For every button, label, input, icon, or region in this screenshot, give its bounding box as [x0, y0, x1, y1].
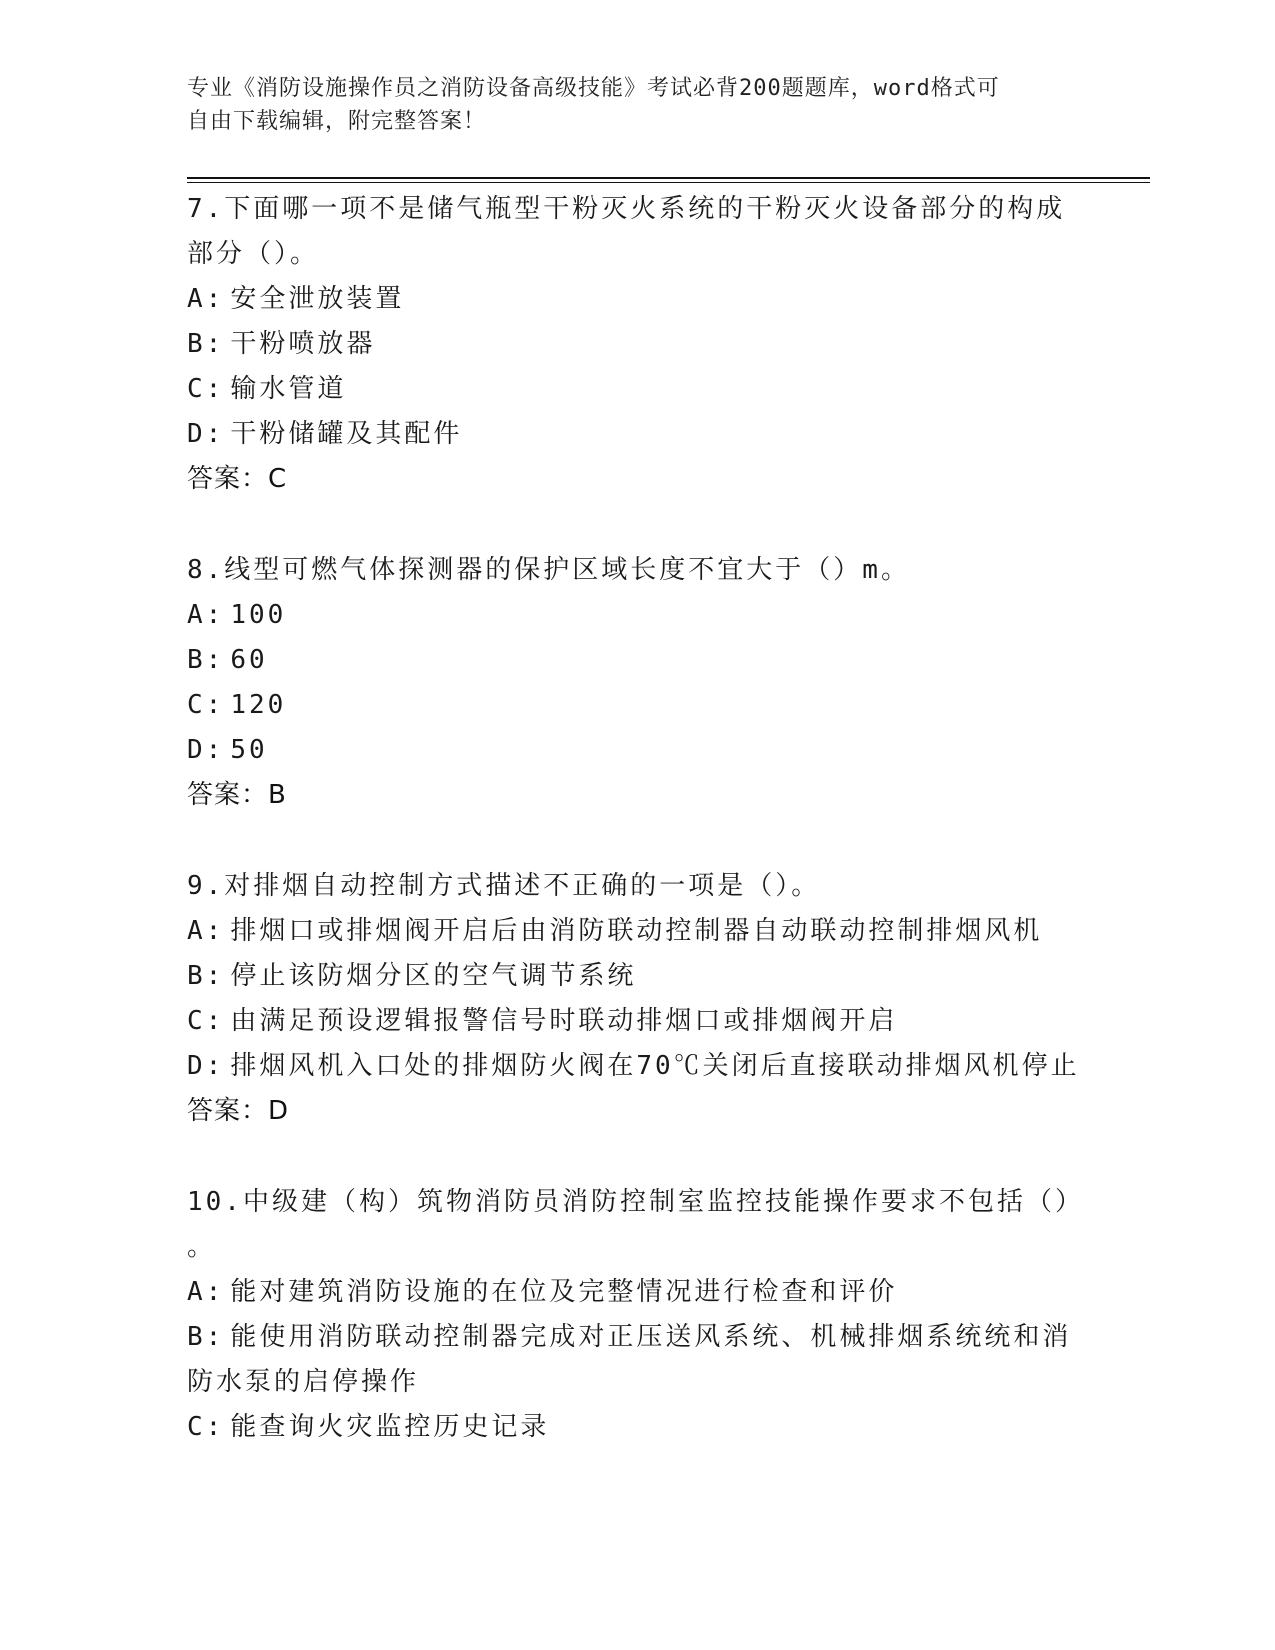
- option-text: 排烟风机入口处的排烟防火阀在70℃关闭后直接联动排烟风机停止: [230, 1051, 1080, 1081]
- spacer: [187, 502, 1087, 548]
- question-stem: 9.对排烟自动控制方式描述不正确的一项是（）。: [187, 871, 821, 901]
- document-header: [187, 72, 1067, 138]
- option-text: 50: [230, 735, 268, 765]
- option-text: 由满足预设逻辑报警信号时联动排烟口或排烟阀开启: [230, 1006, 898, 1036]
- option-a: [187, 909, 1087, 954]
- option-a: [187, 1270, 1087, 1315]
- option-c: [187, 999, 1087, 1044]
- option-text: 120: [230, 690, 287, 720]
- question-10: [187, 1180, 1087, 1450]
- option-b-continued: 防水泵的启停操作: [187, 1367, 420, 1397]
- option-d: [187, 728, 1087, 773]
- option-key: C:: [187, 1412, 225, 1442]
- option-key: B:: [187, 645, 225, 675]
- option-text: 能查询火灾监控历史记录: [230, 1412, 550, 1442]
- header-divider-thick: [187, 177, 1150, 179]
- option-b: [187, 1315, 1087, 1360]
- option-key: D:: [187, 735, 225, 765]
- option-d: [187, 412, 1087, 457]
- question-list: [187, 187, 1087, 1450]
- option-text: 能使用消防联动控制器完成对正压送风系统、机械排烟系统统和消: [230, 1322, 1072, 1352]
- option-c: [187, 367, 1087, 412]
- question-stem: 10.中级建（构）筑物消防员消防控制室监控技能操作要求不包括（）: [187, 1187, 1084, 1217]
- question-stem-continued: 。: [187, 1232, 217, 1262]
- answer-line: 答案：C: [187, 464, 288, 494]
- option-key: C:: [187, 690, 225, 720]
- option-text: 干粉喷放器: [230, 329, 376, 359]
- option-a: [187, 277, 1087, 322]
- option-key: B:: [187, 961, 225, 991]
- question-8: [187, 548, 1087, 818]
- option-text: 60: [230, 645, 268, 675]
- option-key: A:: [187, 284, 225, 314]
- option-text: 干粉储罐及其配件: [230, 419, 463, 449]
- option-text: 排烟口或排烟阀开启后由消防联动控制器自动联动控制排烟风机: [230, 916, 1043, 946]
- question-stem: 8.线型可燃气体探测器的保护区域长度不宜大于（）m。: [187, 555, 910, 585]
- option-key: D:: [187, 1051, 225, 1081]
- question-9: [187, 864, 1087, 1134]
- option-text: 100: [230, 600, 287, 630]
- answer-line: 答案：D: [187, 1096, 290, 1126]
- option-key: B:: [187, 329, 225, 359]
- question-stem: 7.下面哪一项不是储气瓶型干粉灭火系统的干粉灭火设备部分的构成: [187, 194, 1066, 224]
- option-key: A:: [187, 1277, 225, 1307]
- question-7: [187, 187, 1087, 502]
- option-b: [187, 954, 1087, 999]
- option-text: 输水管道: [230, 374, 347, 404]
- option-b: [187, 638, 1087, 683]
- header-line-2: 自由下载编辑，附完整答案！: [187, 109, 487, 134]
- question-stem-continued: 部分（）。: [187, 239, 320, 269]
- option-key: A:: [187, 916, 225, 946]
- option-b: [187, 322, 1087, 367]
- header-line-1: 专业《消防设施操作员之消防设备高级技能》考试必背200题题库，word格式可: [187, 76, 1000, 101]
- spacer: [187, 818, 1087, 864]
- option-key: A:: [187, 600, 225, 630]
- option-key: C:: [187, 1006, 225, 1036]
- option-text: 停止该防烟分区的空气调节系统: [230, 961, 637, 991]
- option-text: 安全泄放装置: [230, 284, 405, 314]
- option-key: B:: [187, 1322, 225, 1352]
- option-d: [187, 1044, 1087, 1089]
- option-key: D:: [187, 419, 225, 449]
- option-text: 能对建筑消防设施的在位及完整情况进行检查和评价: [230, 1277, 898, 1307]
- option-c: [187, 683, 1087, 728]
- spacer: [187, 1134, 1087, 1180]
- option-c: [187, 1405, 1087, 1450]
- answer-line: 答案：B: [187, 780, 287, 810]
- option-a: [187, 593, 1087, 638]
- header-divider-thin: [187, 182, 1150, 183]
- option-key: C:: [187, 374, 225, 404]
